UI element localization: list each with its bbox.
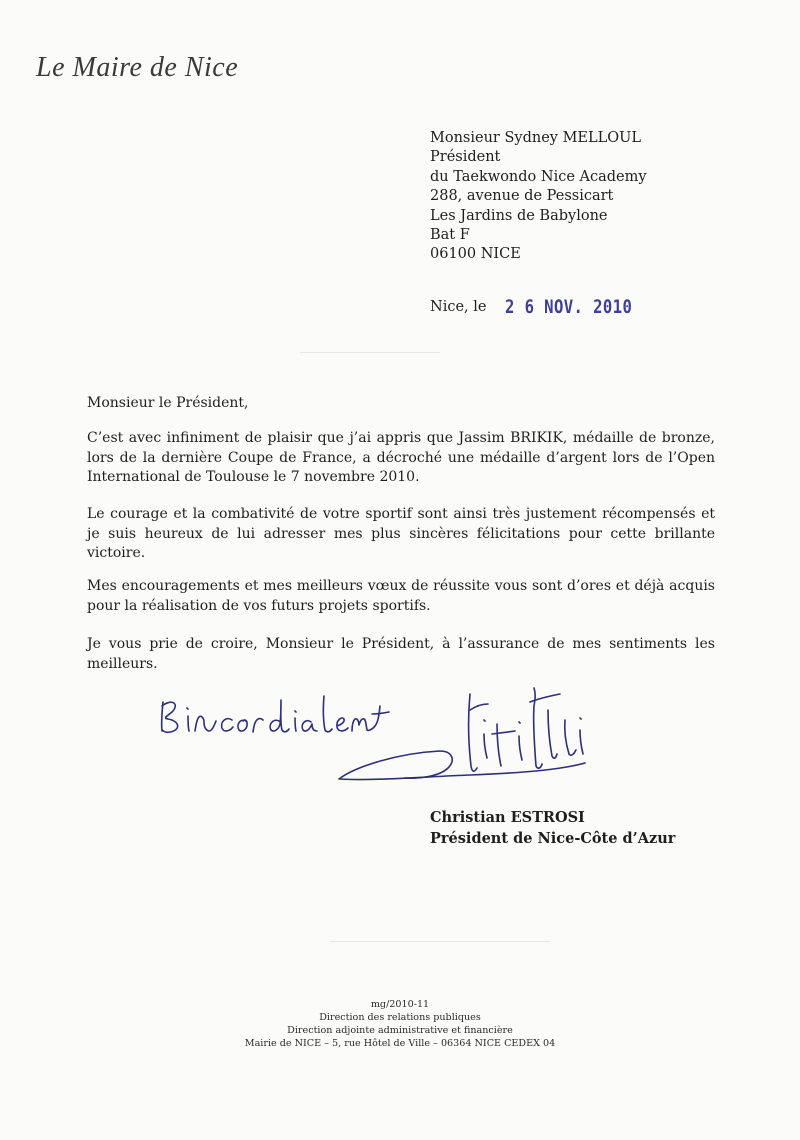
recipient-role: Président (430, 149, 501, 166)
signature (339, 688, 585, 780)
recipient-residence: Les Jardins de Babylone (430, 207, 608, 224)
footer-reference: mg/2010-11 (370, 999, 430, 1010)
letterhead-title: Le Maire de Nice (36, 52, 239, 83)
footer (0, 998, 800, 1050)
date-place: Nice, le (430, 299, 487, 315)
closing-paragraph: Je vous prie de croire, Monsieur le Président, à l’assurance de mes sentiments les meilleurs. (87, 636, 715, 672)
recipient-address (430, 129, 647, 265)
recipient-street: 288, avenue de Pessicart (430, 188, 614, 205)
signatory-block (430, 808, 675, 849)
handwritten-signature-area (0, 680, 800, 800)
date-line (430, 296, 660, 318)
recipient-postcode-city: 06100 NICE (430, 246, 521, 263)
footer-department: Direction des relations publiques (319, 1012, 481, 1023)
recipient-organization: du Taekwondo Nice Academy (430, 168, 647, 185)
salutation: Monsieur le Président, (87, 395, 249, 411)
signatory-title: Président de Nice-Côte d’Azur (430, 829, 676, 847)
handwritten-note (162, 696, 389, 732)
body-paragraph-2: Le courage et la combativité de votre sportif sont ainsi très justement récompensés et je suis heureux de lui adresser mes plus sincères félicitations pour cette brillante victoire. (87, 506, 715, 561)
recipient-name: Monsieur Sydney MELLOUL (430, 130, 642, 146)
footer-address: Mairie de NICE – 5, rue Hôtel de Ville – 06364 NICE CEDEX 04 (244, 1038, 556, 1049)
signatory-name: Christian ESTROSI (430, 809, 585, 826)
footer-subdepartment: Direction adjointe administrative et financière (287, 1025, 513, 1036)
recipient-building: Bat F (430, 227, 470, 244)
scan-artifact (330, 941, 550, 942)
date-stamp: 2 6 NOV. 2010 (505, 296, 633, 318)
body-paragraph-3: Mes encouragements et mes meilleurs vœux de réussite vous sont d’ores et déjà acquis pour la réalisation de vos futurs projets sportifs. (87, 578, 715, 614)
scan-artifact (300, 352, 440, 353)
body-paragraph-1: C’est avec infiniment de plaisir que j’ai appris que Jassim BRIKIK, médaille de bronze, lors de la dernière Coupe de France, a décroché une médaille d’argent lors de l’Open International de Toulouse le 7 novembre 2010. (87, 430, 715, 485)
